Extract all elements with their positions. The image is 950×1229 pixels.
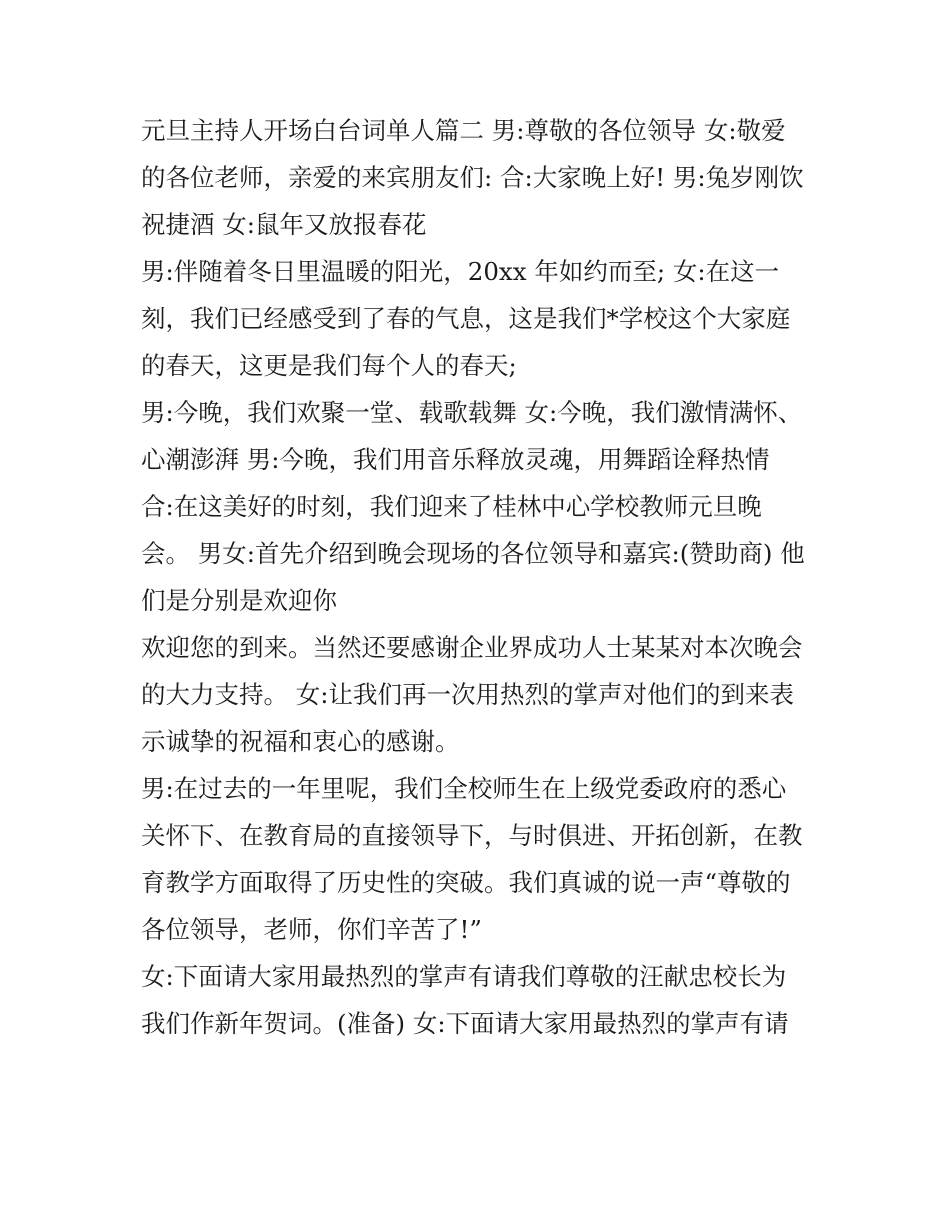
- text-line: 女:下面请大家用最热烈的掌声有请我们尊敬的汪献忠校长为: [141, 962, 787, 991]
- text-line: 男:在过去的一年里呢，我们全校师生在上级党委政府的悉心: [141, 774, 787, 803]
- text-line: 祝捷酒 女:鼠年又放报春花: [141, 210, 427, 239]
- text-line: 刻，我们已经感受到了春的气息，这是我们*学校这个大家庭: [141, 304, 791, 333]
- text-line: 会。 男女:首先介绍到晚会现场的各位领导和嘉宾:(赞助商) 他: [141, 539, 805, 568]
- text-line: 关怀下、在教育局的直接领导下，与时俱进、开拓创新，在教: [141, 821, 803, 850]
- text-line: 示诚挚的祝福和衷心的感谢。: [141, 727, 460, 756]
- text-line: 的大力支持。 女:让我们再一次用热烈的掌声对他们的到来表: [141, 680, 795, 709]
- text-line: 男:伴随着冬日里温暖的阳光，20xx 年如约而至; 女:在这一: [141, 257, 780, 286]
- text-line: 元旦主持人开场白台词单人篇二 男:尊敬的各位领导 女:敬爱: [141, 116, 786, 145]
- text-line: 育教学方面取得了历史性的突破。我们真诚的说一声“尊敬的: [141, 868, 791, 897]
- text-line: 合:在这美好的时刻，我们迎来了桂林中心学校教师元旦晚: [141, 492, 762, 521]
- text-line: 男:今晚，我们欢聚一堂、载歌载舞 女:今晚，我们激情满怀、: [141, 398, 803, 427]
- text-line: 们是分别是欢迎你: [141, 586, 337, 615]
- text-line: 的各位老师，亲爱的来宾朋友们: 合:大家晚上好! 男:兔岁刚饮: [141, 163, 804, 192]
- text-line: 欢迎您的到来。当然还要感谢企业界成功人士某某对本次晚会: [141, 633, 803, 662]
- text-line: 心潮澎湃 男:今晚，我们用音乐释放灵魂，用舞蹈诠释热情: [141, 445, 770, 474]
- text-line: 的春天，这更是我们每个人的春天;: [141, 351, 517, 380]
- document-body: [141, 107, 831, 1047]
- text-line: 我们作新年贺词。(准备) 女:下面请大家用最热烈的掌声有请: [141, 1009, 789, 1038]
- text-line: 各位领导，老师，你们辛苦了!”: [141, 915, 482, 944]
